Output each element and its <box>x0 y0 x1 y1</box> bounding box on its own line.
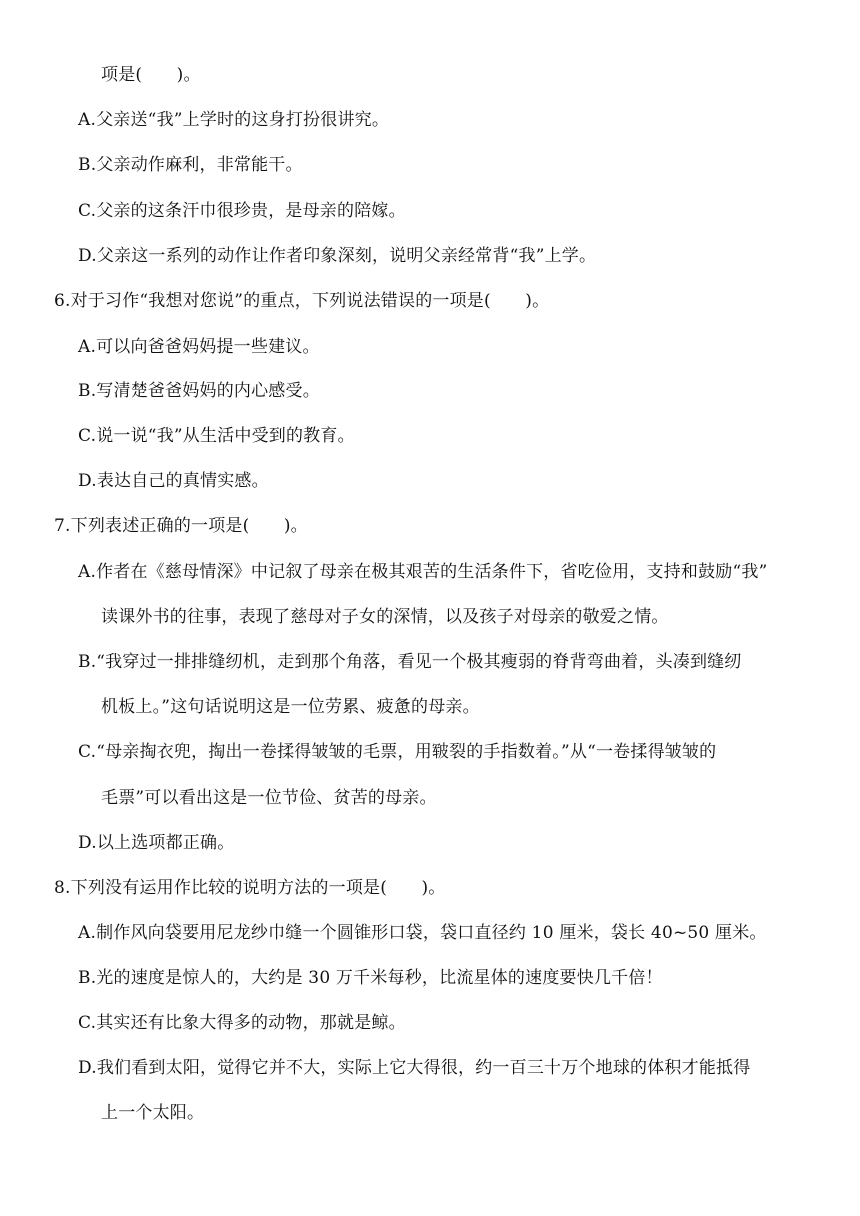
question-7-stem: 7.下列表述正确的一项是( )。 <box>54 516 308 536</box>
question-7-option-c-line-1: C.“母亲掏衣兜，掏出一卷揉得皱皱的毛票，用皲裂的手指数着。”从“一卷揉得皱皱的 <box>78 742 717 762</box>
prev-question-option-d: D.父亲这一系列的动作让作者印象深刻，说明父亲经常背“我”上学。 <box>78 246 597 266</box>
question-6-option-b: B.写清楚爸爸妈妈的内心感受。 <box>78 381 320 401</box>
question-8-option-c: C.其实还有比象大得多的动物，那就是鲸。 <box>78 1013 406 1033</box>
question-8-option-b: B.光的速度是惊人的，大约是 30 万千米每秒，比流星体的速度要快几千倍！ <box>78 968 663 988</box>
question-8-option-d-line-2: 上一个太阳。 <box>101 1103 205 1123</box>
question-7-option-a-line-1: A.作者在《慈母情深》中记叙了母亲在极其艰苦的生活条件下，省吃俭用，支持和鼓励“我” <box>78 562 768 582</box>
question-7-option-d: D.以上选项都正确。 <box>78 833 235 853</box>
question-6-option-d: D.表达自己的真情实感。 <box>78 471 269 491</box>
question-7-option-a-line-2: 读课外书的往事，表现了慈母对子女的深情，以及孩子对母亲的敬爱之情。 <box>101 607 669 627</box>
question-6-option-a: A.可以向爸爸妈妈提一些建议。 <box>78 337 320 357</box>
question-7-option-c-line-2: 毛票”可以看出这是一位节俭、贫苦的母亲。 <box>101 788 437 808</box>
question-8-stem: 8.下列没有运用作比较的说明方法的一项是( )。 <box>54 878 446 898</box>
question-7-option-b-line-2: 机板上。”这句话说明这是一位劳累、疲惫的母亲。 <box>101 697 480 717</box>
question-8-option-a: A.制作风向袋要用尼龙纱巾缝一个圆锥形口袋，袋口直径约 10 厘米，袋长 40~50 厘米。 <box>78 923 767 943</box>
question-7-option-b-line-1: B.“我穿过一排排缝纫机，走到那个角落，看见一个极其瘦弱的脊背弯曲着，头凑到缝纫 <box>78 652 742 672</box>
question-8-option-d-line-1: D.我们看到太阳，觉得它并不大，实际上它大得很，约一百三十万个地球的体积才能抵得 <box>78 1058 751 1078</box>
question-6-option-c: C.说一说“我”从生活中受到的教育。 <box>78 426 355 446</box>
prev-question-stem-tail: 项是( )。 <box>101 65 201 85</box>
question-6-stem: 6.对于习作“我想对您说”的重点，下列说法错误的一项是( )。 <box>54 291 550 311</box>
prev-question-option-b: B.父亲动作麻利，非常能干。 <box>78 155 303 175</box>
prev-question-option-a: A.父亲送“我”上学时的这身打扮很讲究。 <box>78 110 390 130</box>
prev-question-option-c: C.父亲的这条汗巾很珍贵，是母亲的陪嫁。 <box>78 201 406 221</box>
